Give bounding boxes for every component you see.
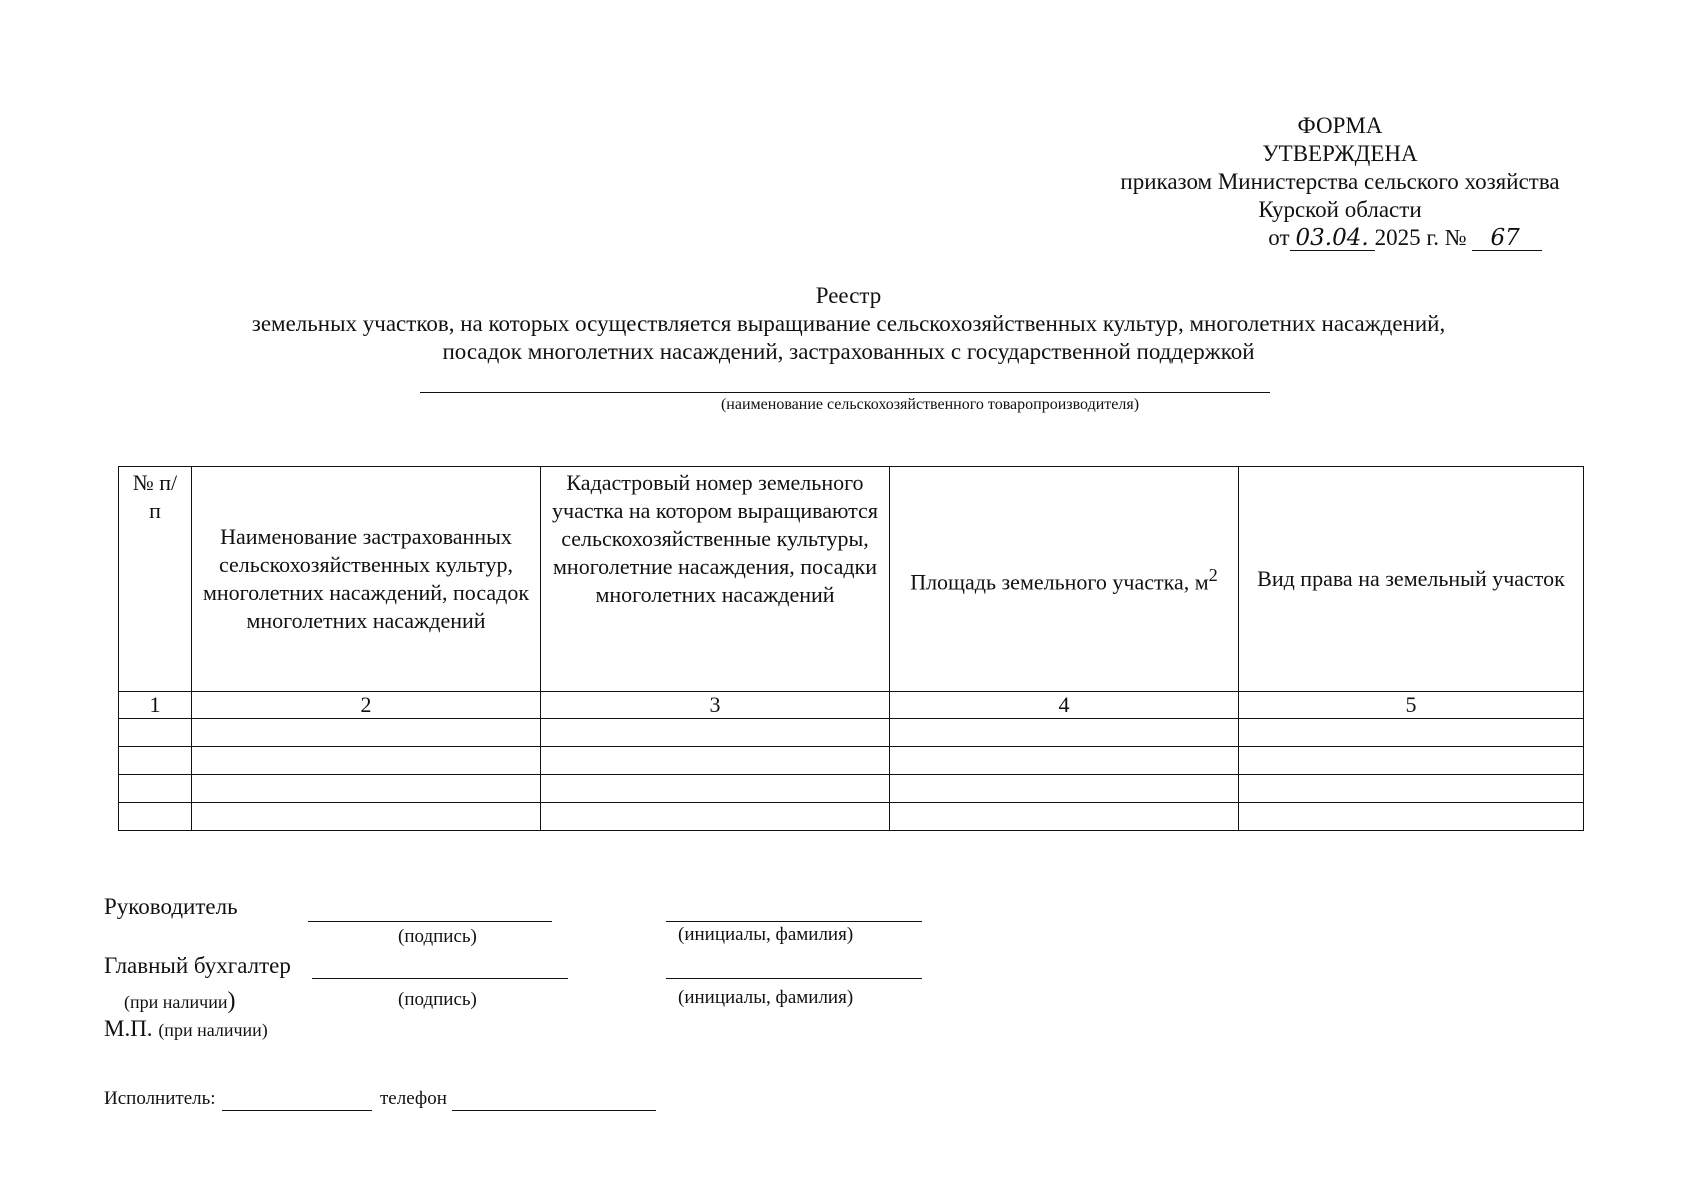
table-cell[interactable] xyxy=(119,719,192,747)
head-name-field[interactable] xyxy=(666,921,922,922)
table-cell[interactable] xyxy=(541,747,890,775)
header-right-type: Вид права на земельный участок xyxy=(1239,467,1584,692)
stamp-label: М.П. xyxy=(104,1016,153,1041)
table-cell[interactable] xyxy=(541,719,890,747)
phone-field[interactable] xyxy=(452,1110,656,1111)
table-cell[interactable] xyxy=(119,747,192,775)
table-cell[interactable] xyxy=(192,803,541,831)
table-cell[interactable] xyxy=(119,803,192,831)
accountant-signature-field[interactable] xyxy=(312,978,568,979)
approved-label: УТВЕРЖДЕНА xyxy=(1262,141,1418,166)
table-cell[interactable] xyxy=(890,775,1239,803)
order-issuer: приказом Министерства сельского хозяйства xyxy=(1120,169,1560,194)
table-header-row xyxy=(119,467,1584,692)
region-name: Курской области xyxy=(1258,197,1422,222)
column-index: 3 xyxy=(541,692,890,719)
date-prefix: от xyxy=(1268,225,1290,250)
header-number: № п/п xyxy=(119,467,192,692)
table-cell[interactable] xyxy=(1239,719,1584,747)
approval-block xyxy=(1080,112,1600,252)
date-suffix: 2025 г. № xyxy=(1374,225,1467,250)
executor-label: Исполнитель: xyxy=(104,1088,216,1109)
header-crop-name: Наименование застрахованных сельскохозяйственных культур, многолетних насаждений, посадок многолетних насаждений xyxy=(192,467,541,692)
handwritten-order-number: 67 xyxy=(1472,226,1541,251)
column-index: 5 xyxy=(1239,692,1584,719)
table-cell[interactable] xyxy=(192,719,541,747)
table-cell[interactable] xyxy=(192,747,541,775)
header-cadastral-number: Кадастровый номер земельного участка на котором выращиваются сельскохозяйственные культуры, многолетние насаждения, посадки многолетних насаждений xyxy=(541,467,890,692)
stamp-place xyxy=(104,1016,268,1042)
accountant-label: Главный бухгалтер xyxy=(104,953,291,978)
table-cell[interactable] xyxy=(541,775,890,803)
table-cell[interactable] xyxy=(890,719,1239,747)
table-cell[interactable] xyxy=(541,803,890,831)
document-title xyxy=(150,282,1547,366)
header-area xyxy=(890,467,1239,692)
table-cell[interactable] xyxy=(192,775,541,803)
form-label: ФОРМА xyxy=(1297,113,1383,138)
table-cell[interactable] xyxy=(1239,775,1584,803)
accountant-if-available xyxy=(124,988,235,1015)
table-cell[interactable] xyxy=(890,747,1239,775)
table-cell[interactable] xyxy=(1239,747,1584,775)
head-name-caption: (инициалы, фамилия) xyxy=(678,924,854,945)
title-line-1: земельных участков, на которых осуществляется выращивание сельскохозяйственных культур, многолетних насаждений, xyxy=(251,311,1446,336)
producer-name-field[interactable] xyxy=(420,392,1270,393)
stamp-if-available: (при наличии) xyxy=(158,1020,268,1040)
table-cell[interactable] xyxy=(119,775,192,803)
column-index-row xyxy=(119,692,1584,719)
executor-field[interactable] xyxy=(222,1110,372,1111)
title-line-2: посадок многолетних насаждений, застрахованных с государственной поддержкой xyxy=(442,339,1255,364)
column-index: 4 xyxy=(890,692,1239,719)
head-label: Руководитель xyxy=(104,894,238,919)
accountant-name-field[interactable] xyxy=(666,978,922,979)
table-cell[interactable] xyxy=(890,803,1239,831)
phone-label: телефон xyxy=(380,1088,447,1109)
handwritten-date: 03.04. xyxy=(1290,226,1375,251)
table-row xyxy=(119,747,1584,775)
header-area-text: Площадь земельного участка, м xyxy=(910,569,1209,595)
closing-paren: ) xyxy=(227,988,236,1014)
table-row xyxy=(119,803,1584,831)
table-row xyxy=(119,775,1584,803)
producer-caption: (наименование сельскохозяйственного товаропроизводителя) xyxy=(720,396,1140,413)
column-index: 1 xyxy=(119,692,192,719)
column-index: 2 xyxy=(192,692,541,719)
head-signature-caption: (подпись) xyxy=(398,926,477,947)
head-signature-field[interactable] xyxy=(308,921,552,922)
table-cell[interactable] xyxy=(1239,803,1584,831)
registry-table xyxy=(118,466,1584,831)
title-heading: Реестр xyxy=(815,283,882,308)
if-available-text: (при наличии xyxy=(124,992,228,1012)
order-date-line xyxy=(1080,224,1600,252)
accountant-signature-caption: (подпись) xyxy=(398,989,477,1010)
accountant-name-caption: (инициалы, фамилия) xyxy=(678,987,854,1008)
header-area-unit-exponent: 2 xyxy=(1208,565,1218,586)
table-row xyxy=(119,719,1584,747)
